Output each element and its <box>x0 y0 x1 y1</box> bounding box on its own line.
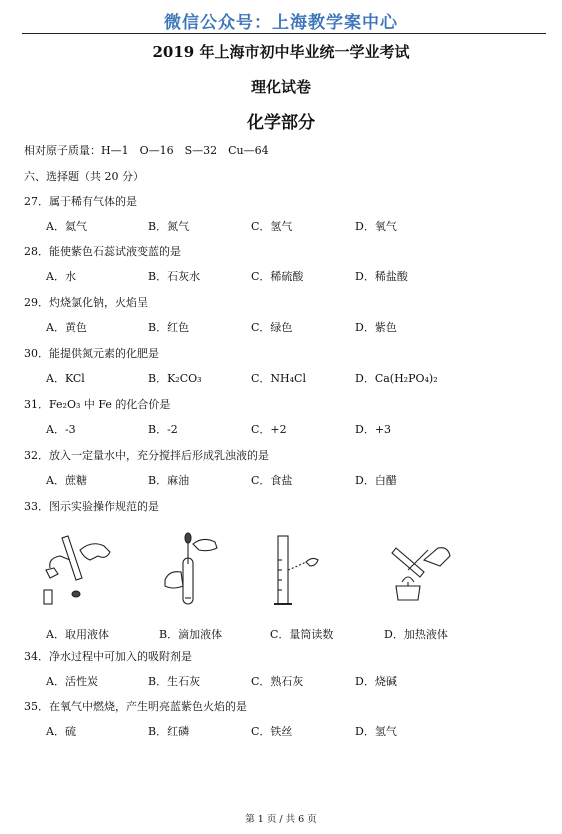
q33-option-d: D．加热液体 <box>384 628 448 641</box>
question-35-stem: 35．在氧气中燃烧，产生明亮蓝紫色火焰的是 <box>24 700 247 713</box>
q35-option-b: B．红磷 <box>148 725 190 738</box>
q28-option-d: D．稀盐酸 <box>355 270 408 283</box>
atomic-mass-note: 相对原子质量：H—1 O—16 S—32 Cu—64 <box>24 144 269 157</box>
pouring-liquid-figure <box>40 530 120 610</box>
q33-option-a: A．取用液体 <box>46 628 109 641</box>
question-31-stem: 31．Fe₂O₃ 中 Fe 的化合价是 <box>24 398 171 411</box>
q31-option-b: B．-2 <box>148 423 178 436</box>
q32-option-b: B．麻油 <box>148 474 190 487</box>
question-33-stem: 33．图示实验操作规范的是 <box>24 500 159 513</box>
reading-cylinder-figure <box>268 530 338 610</box>
q30-option-b: B．K₂CO₃ <box>148 372 202 385</box>
test-tube-icon <box>183 558 193 604</box>
section-heading: 六、选择题（共 20 分） <box>24 170 144 183</box>
eye-icon <box>306 558 318 566</box>
exam-subtitle: 理化试卷 <box>250 78 311 96</box>
q31-option-d: D．+3 <box>355 423 392 436</box>
question-29-stem: 29．灼烧氯化钠，火焰呈 <box>24 296 148 309</box>
dropping-liquid-figure <box>155 530 225 610</box>
q33-option-c: C．量筒读数 <box>270 628 334 641</box>
hand-icon <box>80 544 110 560</box>
q28-option-a: A．水 <box>46 270 76 283</box>
heating-liquid-figure <box>378 530 458 610</box>
q35-option-c: C．铁丝 <box>251 725 293 738</box>
page-footer: 第 1 页 / 共 6 页 <box>245 814 317 825</box>
alcohol-lamp-icon <box>396 586 420 600</box>
q29-option-b: B．红色 <box>148 321 190 334</box>
q28-option-b: B．石灰水 <box>148 270 201 283</box>
q34-option-c: C．熟石灰 <box>251 675 304 688</box>
bottle-stopper-icon <box>72 591 80 597</box>
part-title: 化学部分 <box>247 113 315 133</box>
q33-option-b: B．滴加液体 <box>159 628 223 641</box>
q32-option-c: C．食盐 <box>251 474 293 487</box>
q29-option-c: C．绿色 <box>251 321 293 334</box>
q32-option-a: A．蔗糖 <box>46 474 87 487</box>
question-32-stem: 32．放入一定量水中，充分搅拌后形成乳浊液的是 <box>24 449 269 462</box>
q27-option-d: D．氧气 <box>355 220 397 233</box>
q32-option-d: D．白醋 <box>355 474 397 487</box>
question-27-stem: 27．属于稀有气体的是 <box>24 195 137 208</box>
question-30-stem: 30．能提供氮元素的化肥是 <box>24 347 159 360</box>
hand-icon <box>193 539 217 550</box>
q27-option-a: A．氦气 <box>46 220 87 233</box>
q27-option-c: C．氢气 <box>251 220 293 233</box>
q34-option-b: B．生石灰 <box>148 675 201 688</box>
question-34-stem: 34．净水过程中可加入的吸附剂是 <box>24 650 192 663</box>
q34-option-d: D．烧碱 <box>355 675 397 688</box>
q35-option-a: A．硫 <box>46 725 76 738</box>
test-tube-icon <box>392 548 424 577</box>
question-28-stem: 28．能使紫色石蕊试液变蓝的是 <box>24 245 181 258</box>
header-rule <box>22 33 546 34</box>
q30-option-d: D．Ca(H₂PO₄)₂ <box>355 372 438 385</box>
q28-option-c: C．稀硫酸 <box>251 270 304 283</box>
q35-option-d: D．氢气 <box>355 725 397 738</box>
exam-title: 2019 年上海市初中毕业统一学业考试 <box>152 43 410 61</box>
q30-option-a: A．KCl <box>46 372 85 385</box>
q31-option-c: C．+2 <box>251 423 287 436</box>
q30-option-c: C．NH₄Cl <box>251 372 306 385</box>
q34-option-a: A．活性炭 <box>46 675 98 688</box>
watermark-banner: 微信公众号：上海教学案中心 <box>164 13 398 33</box>
q27-option-b: B．氮气 <box>148 220 190 233</box>
q29-option-a: A．黄色 <box>46 321 87 334</box>
flame-icon <box>402 577 414 582</box>
q29-option-d: D．紫色 <box>355 321 397 334</box>
q31-option-a: A．-3 <box>46 423 76 436</box>
